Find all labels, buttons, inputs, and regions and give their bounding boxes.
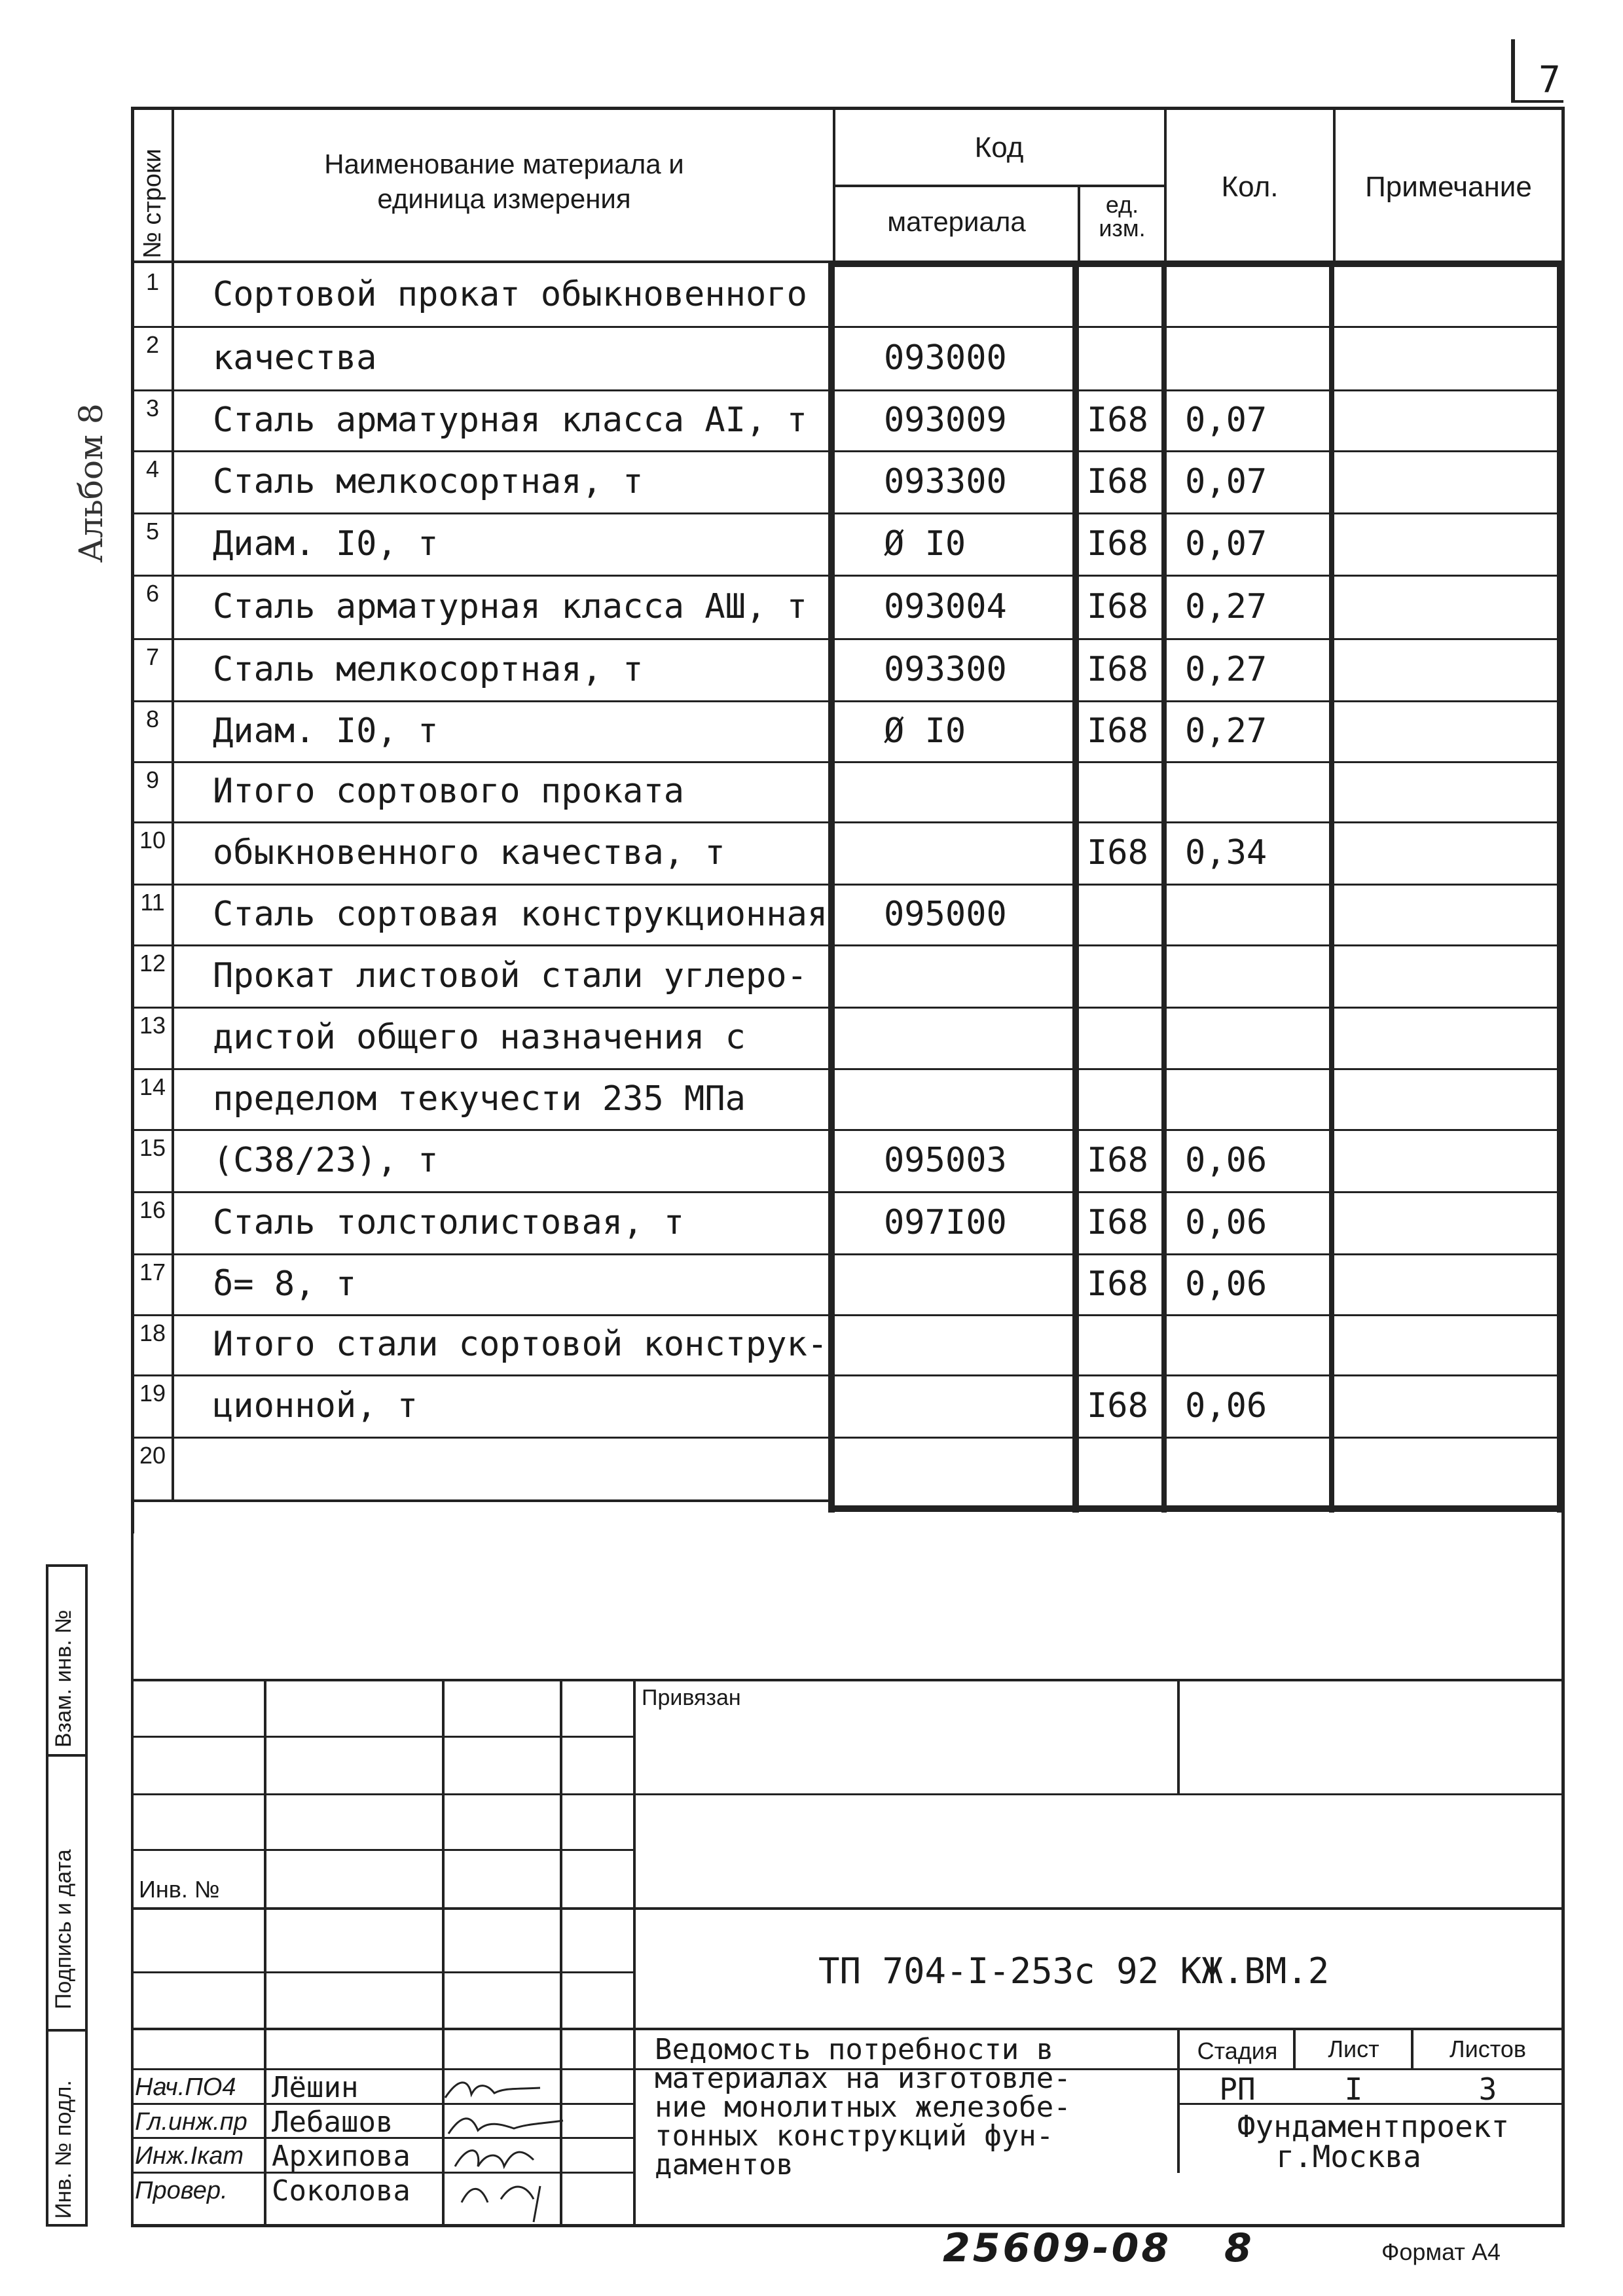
row-material-name: Сталь мелкосортная, т [213, 650, 644, 689]
signature-1 [445, 2083, 540, 2098]
signatory-role: Инж.Iкат [135, 2142, 244, 2170]
signatory-name: Лёшин [272, 2071, 359, 2104]
row-material-name: Сталь арматурная класса АШ, т [213, 587, 807, 626]
listov-label: Листов [1450, 2036, 1526, 2062]
listov-value: 3 [1478, 2072, 1497, 2107]
row-number: 2 [145, 331, 160, 358]
row-number: 4 [145, 456, 160, 482]
row-material-code: 093004 [884, 587, 1007, 626]
row-material-name: Сталь толстолистовая, т [213, 1203, 685, 1242]
signatory-name: Соколова [272, 2174, 410, 2208]
list-label: Лист [1328, 2036, 1379, 2062]
inventory-number: 25609-08 [943, 2225, 1172, 2271]
organization: Фундаментпроект [1237, 2109, 1510, 2144]
header-qty: Кол. [1221, 171, 1279, 203]
row-material-name: (С38/23), т [213, 1141, 439, 1180]
row-number: 14 [139, 1073, 166, 1100]
row-material-name: Сталь арматурная класса АI, т [213, 401, 807, 440]
header-row-number: № строки [139, 149, 166, 259]
row-number: 3 [145, 395, 160, 422]
row-material-code: 095003 [884, 1141, 1007, 1180]
row-unit-code: I68 [1087, 650, 1148, 689]
row-number: 20 [139, 1442, 166, 1469]
row-material-name: пределом текучести 235 МПа [213, 1079, 746, 1119]
signatures [442, 2068, 573, 2225]
row-quantity: 0,27 [1185, 587, 1267, 626]
side-label-podpis: Подпись и дата [51, 1849, 76, 2009]
row-material-code: 093009 [884, 401, 1007, 440]
signature-4 [462, 2186, 540, 2222]
row-quantity: 0,07 [1185, 524, 1267, 564]
row-material-code: Ø I0 [884, 711, 966, 751]
row-quantity: 0,06 [1185, 1203, 1267, 1242]
privyazan-label: Привязан [642, 1685, 741, 1710]
signatory-name: Лебашов [272, 2106, 393, 2139]
row-number: 1 [145, 268, 160, 295]
row-material-code: 093000 [884, 338, 1007, 378]
row-material-code: Ø I0 [884, 524, 966, 564]
row-quantity: 0,06 [1185, 1265, 1267, 1304]
row-unit-code: I68 [1087, 1203, 1148, 1242]
signatory-role: Провер. [135, 2177, 228, 2204]
document-title: Ведомость потребности в материалах на изготовле- ние монолитных железобе- тонных конструкций фун- даментов [655, 2033, 1071, 2181]
album-label: Альбом 8 [72, 403, 110, 563]
row-number: 18 [139, 1319, 166, 1346]
signatory-role: Нач.ПО4 [135, 2073, 236, 2101]
stadiya-label: Стадия [1197, 2037, 1278, 2064]
row-number: 5 [145, 518, 160, 545]
row-unit-code: I68 [1087, 524, 1148, 564]
row-material-name: Диам. I0, т [213, 711, 439, 751]
row-number: 11 [140, 889, 165, 916]
signatory-role: Гл.инж.пр [135, 2108, 247, 2136]
header-material: материала [887, 206, 1026, 237]
row-material-code: 095000 [884, 895, 1007, 934]
row-material-name: обыкновенного качества, т [213, 833, 725, 872]
row-number: 12 [139, 950, 166, 977]
signatory-name: Архипова [272, 2140, 410, 2173]
row-number: 10 [139, 827, 166, 853]
row-material-name: Диам. I0, т [213, 524, 439, 564]
row-quantity: 0,27 [1185, 711, 1267, 751]
header-note: Примечание [1365, 171, 1532, 203]
row-number: 9 [145, 766, 160, 793]
header-name: Наименование материала и единица измерения [324, 149, 684, 214]
page-number: 7 [1539, 59, 1561, 101]
row-unit-code: I68 [1087, 1141, 1148, 1180]
row-material-name: Прокат листовой стали углеро- [213, 956, 807, 996]
row-number: 6 [145, 580, 160, 607]
row-number: 16 [139, 1196, 166, 1223]
row-material-code: 097I00 [884, 1203, 1007, 1242]
row-quantity: 0,07 [1185, 401, 1267, 440]
row-quantity: 0,34 [1185, 833, 1267, 872]
signature-2 [448, 2119, 563, 2134]
side-label-inv-podl: Инв. № подл. [51, 2080, 76, 2219]
row-number: 7 [145, 643, 160, 670]
row-material-name: Сталь сортовая конструкционная [213, 895, 828, 934]
row-material-name: Сталь мелкосортная, т [213, 462, 644, 501]
organization-city: г.Москва [1276, 2139, 1421, 2174]
row-material-code: 093300 [884, 462, 1007, 501]
row-material-code: 093300 [884, 650, 1007, 689]
row-unit-code: I68 [1087, 401, 1148, 440]
row-unit-code: I68 [1087, 462, 1148, 501]
row-number: 13 [139, 1012, 166, 1039]
row-material-name: качества [213, 338, 377, 378]
row-material-name: Сортовой прокат обыкновенного [213, 275, 807, 314]
row-number: 8 [145, 706, 160, 732]
document-code: ТП 704-I-253с 92 КЖ.ВМ.2 [818, 1950, 1330, 1992]
inv-no-label: Инв. № [139, 1876, 220, 1903]
list-value: I [1344, 2072, 1363, 2107]
row-number: 15 [139, 1134, 166, 1161]
header-code: Код [974, 132, 1024, 164]
row-unit-code: I68 [1087, 711, 1148, 751]
row-quantity: 0,07 [1185, 462, 1267, 501]
row-quantity: 0,06 [1185, 1386, 1267, 1426]
row-material-name: δ= 8, т [213, 1265, 357, 1304]
row-material-name: Итого стали сортовой конструк- [213, 1325, 828, 1364]
row-number: 19 [139, 1380, 166, 1407]
side-label-vzam: Взам. инв. № [51, 1609, 76, 1748]
row-quantity: 0,27 [1185, 650, 1267, 689]
row-unit-code: I68 [1087, 1265, 1148, 1304]
row-material-name: ционной, т [213, 1386, 418, 1426]
row-unit-code: I68 [1087, 833, 1148, 872]
row-material-name: дистой общего назначения с [213, 1018, 746, 1057]
paper-format: Формат А4 [1381, 2238, 1501, 2265]
row-material-name: Итого сортового проката [213, 772, 685, 811]
row-unit-code: I68 [1087, 1386, 1148, 1426]
stadiya-value: РП [1219, 2072, 1256, 2107]
row-number: 17 [139, 1259, 166, 1285]
signature-3 [455, 2151, 534, 2166]
sheet-number: 8 [1224, 2225, 1252, 2271]
row-unit-code: I68 [1087, 587, 1148, 626]
row-quantity: 0,06 [1185, 1141, 1267, 1180]
header-unit: ед. изм. [1099, 191, 1146, 242]
